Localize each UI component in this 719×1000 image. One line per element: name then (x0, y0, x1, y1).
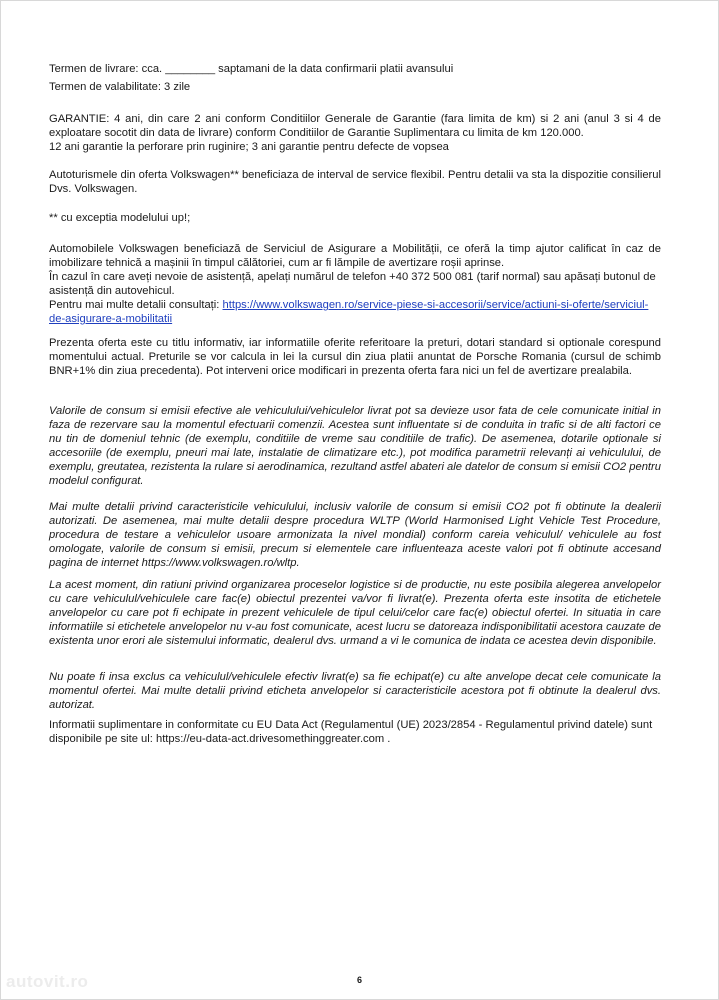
warranty-main: GARANTIE: 4 ani, din care 2 ani conform Conditiilor Generale de Garantie (fara limita de km) si 2 ani (anul 3 si 4 de exploatare socotit din data de livrare) conform Conditiilor de Garantie Suplimentara cu limita de km 120.000. (49, 113, 661, 139)
eu-data-act-note: Informatii suplimentare in conformitate cu EU Data Act (Regulamentul (UE) 2023/2854 - Regulamentul privind datele) sunt disponibile pe site ul: https://eu-data-act.drivesomethinggreater.com . (49, 719, 653, 745)
warranty-section (49, 112, 661, 154)
mobility-details (49, 298, 661, 326)
mobility-intro: Automobilele Volkswagen beneficiază de Serviciul de Asigurare a Mobilității, ce oferă la timp ajutor calificat în caz de imobilizare tehnică a mașinii în timpul călătoriei, cum ar fi lămpile de avertizare roșii aprinse. (49, 243, 661, 269)
page-number: 6 (356, 975, 362, 985)
service-interval-paragraph: Autoturismele din oferta Volkswagen** beneficiaza de interval de service flexibil. Pentru detalii va sta la dispozitie consilierul Dvs. Volkswagen. (49, 169, 661, 195)
delivery-term-line: Termen de livrare: cca. ________ saptamani de la data confirmarii platii avansului (49, 63, 454, 75)
tyres-note: La acest moment, din ratiuni privind organizarea proceselor logistice si de productie, nu este posibila alegerea anvelopelor cu care vehiculul/vehiculele care fac(e) obiectul prezentei va/vor fi livrat(e). Prezenta oferta este insotita de etichetele anvelopelor cu care pot fi echipate in prezent vehiculele de tipul celui/celor care fac(e) obiectul ofertei. In situatia in care informatiile si etichetele anvelopelor nu v-au fost comunicate, acest lucru se datoreaza indisponibilitatii acestora cauzate de existenta unor erori ale sistemului informatic, dealerul dvs. urmand a vi le comunica de indata ce acestea devin disponibile. (49, 579, 661, 647)
model-footnote: ** cu exceptia modelului up!; (49, 212, 191, 224)
mobility-service-section (49, 242, 661, 326)
wltp-note: Mai multe detalii privind caracteristicile vehiculului, inclusiv valorile de consum si emisii CO2 pot fi obtinute la dealerii autorizati. De asemenea, mai multe detalii despre procedura WLTP (World Harmonised Light Vehicle Test Procedure, procedura de testare a vehiculelor usoare armonizata la nivel mondial) conform careia vehiculul/ vehiculele au fost omologate, valorile de consum si emisii, precum si elementele care influenteaza aceste valori pot fi obtinute accesand pagina de internet https://www.volkswagen.ro/wltp. (49, 501, 661, 569)
watermark-logo: autovit.ro (6, 972, 89, 991)
validity-term-line: Termen de valabilitate: 3 zile (49, 81, 191, 93)
offer-disclaimer: Prezenta oferta este cu titlu informativ, iar informatiile oferite referitoare la preturi, dotari standard si optionale corespund momentului actual. Preturile se vor calcula in lei la cursul din ziua platii anuntat de Porsche Romania (cursul de schimb BNR+1% din ziua precedenta). Pot interveni orice modificari in prezenta oferta fara nici un fel de avertizare prealabila. (49, 337, 661, 377)
mobility-details-prefix: Pentru mai multe detalii consultați: (49, 299, 220, 311)
mobility-assistance: În cazul în care aveți nevoie de asistență, apelați numărul de telefon +40 372 500 081 (tarif normal) sau apăsați butonul de asistență din autovehicul. (49, 271, 656, 297)
tyres-exclusion-note: Nu poate fi insa exclus ca vehiculul/vehiculele efectiv livrat(e) sa fie echipat(e) cu alte anvelope decat cele comunicate la momentul ofertei. Mai multe detalii privind eticheta anvelopelor si caracteristicile acestora pot fi obtinute la dealerul dvs. autorizat. (49, 671, 661, 711)
consumption-note: Valorile de consum si emisii efective ale vehiculului/vehiculelor livrat pot sa devieze usor fata de cele comunicate initial in faza de rezervare sau la momentul efectuarii comenzii. Acestea sunt influentate si de conduita in trafic si de alti factori ce nu tin de domeniul tehnic (de exemplu, conditiile de vreme sau conditiile de trafic). De asemenea, dotarile optionale si accesoriile (de exemplu, pneuri mai late, instalatie de climatizare etc.), pot modifica parametrii relevanți ai vehiculului, de exemplu, greutatea, rezistenta la rulare si aerodinamica, rezultand astfel abateri ale datelor de consum si emisii CO2 pentru modelul configurat. (49, 405, 661, 487)
mobility-service-link[interactable]: https://www.volkswagen.ro/service-piese-si-accesorii/service/actiuni-si-oferte/serviciul-de-asigurare-a-mobilitatii (49, 299, 649, 325)
warranty-extra: 12 ani garantie la perforare prin ruginire; 3 ani garantie pentru defecte de vopsea (49, 141, 449, 153)
